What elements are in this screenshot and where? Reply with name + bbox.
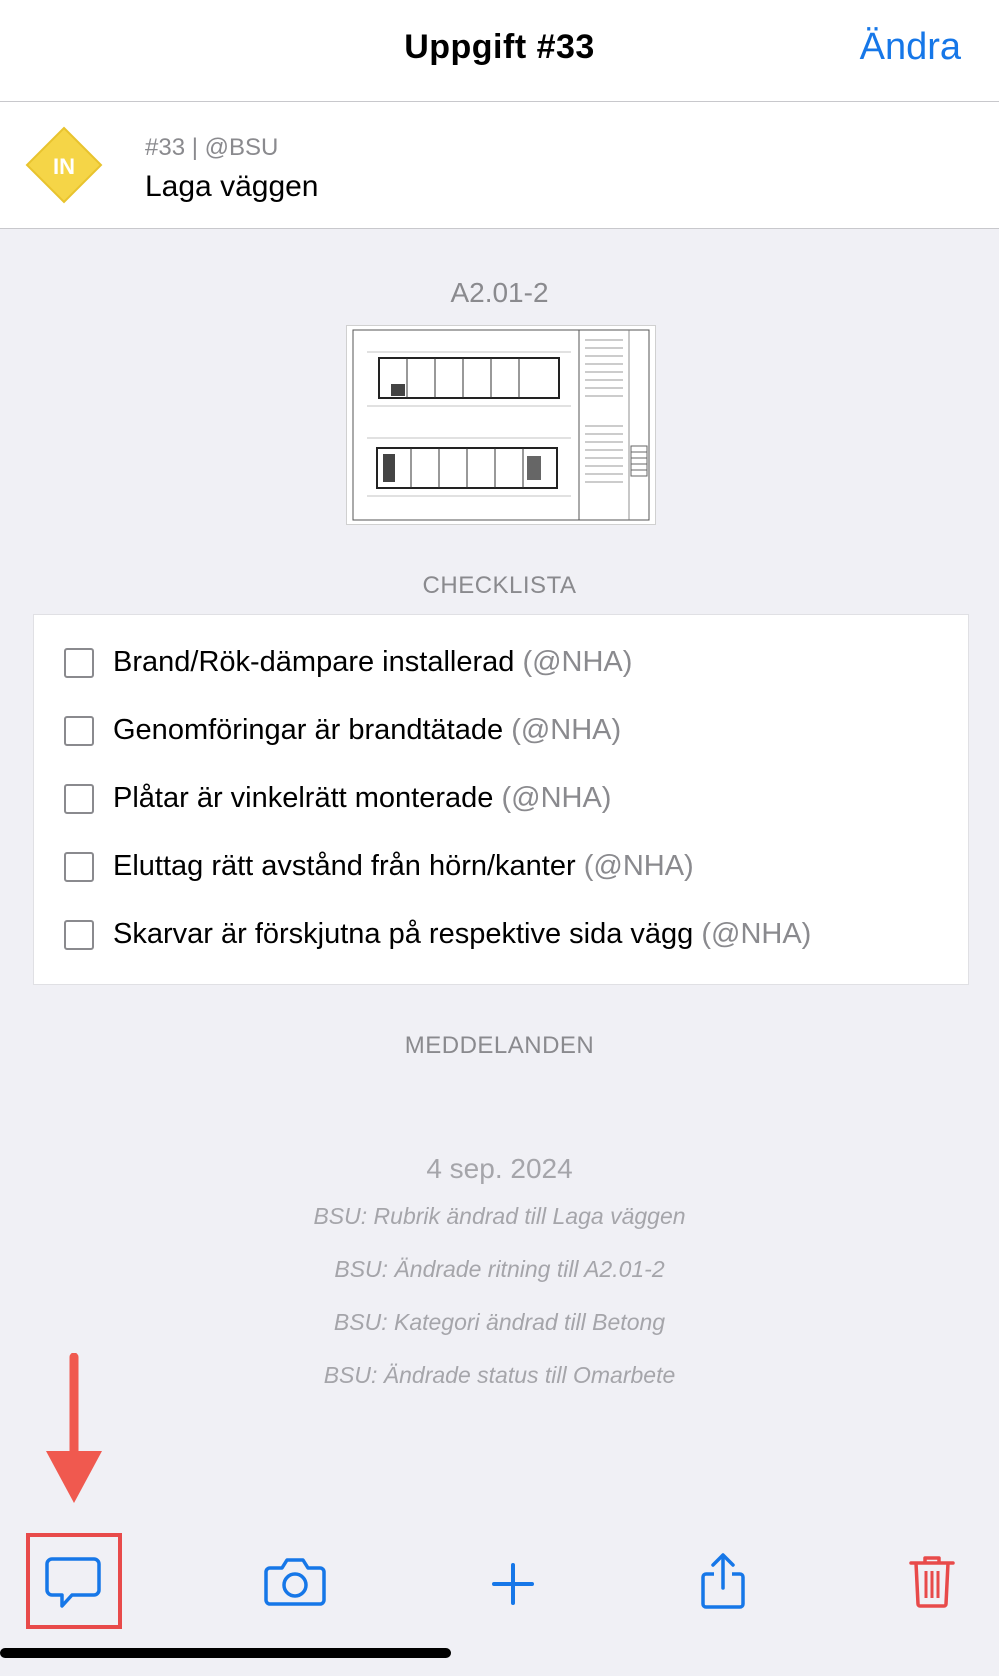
checklist-header: CHECKLISTA (422, 572, 577, 599)
checkbox[interactable] (64, 648, 94, 678)
home-indicator (0, 1648, 451, 1658)
checklist-item-text: Plåtar är vinkelrätt monterade (113, 782, 494, 814)
checklist-item-text: Brand/Rök-dämpare installerad (113, 646, 515, 678)
checklist-item[interactable] (34, 702, 968, 762)
checklist-item-user: (@NHA) (701, 918, 812, 950)
share-icon[interactable] (700, 1552, 746, 1615)
status-badge[interactable] (25, 126, 103, 204)
edit-button[interactable]: Ändra (859, 26, 961, 68)
comment-icon[interactable] (44, 1555, 102, 1616)
checklist-item-user: (@NHA) (501, 782, 612, 814)
checkbox[interactable] (64, 784, 94, 814)
plus-icon[interactable] (492, 1563, 534, 1610)
checklist-item-user: (@NHA) (522, 646, 633, 678)
checklist-item-user: (@NHA) (511, 714, 622, 746)
message-entry: BSU: Rubrik ändrad till Laga väggen (313, 1203, 686, 1229)
message-date: 4 sep. 2024 (426, 1153, 573, 1184)
checklist-item-text: Eluttag rätt avstånd från hörn/kanter (113, 850, 576, 882)
status-badge-label: IN (53, 154, 75, 179)
checkbox[interactable] (64, 920, 94, 950)
camera-icon[interactable] (264, 1556, 326, 1611)
checklist-item[interactable] (34, 770, 968, 830)
page-title: Uppgift #33 (404, 28, 595, 66)
checkbox[interactable] (64, 716, 94, 746)
messages-header: MEDDELANDEN (404, 1032, 595, 1059)
checklist-item[interactable] (34, 838, 968, 898)
nav-bar (0, 0, 999, 102)
annotation-arrow (42, 1353, 106, 1510)
checklist-item[interactable] (34, 634, 968, 694)
checklist-item-text: Genomföringar är brandtätade (113, 714, 504, 746)
drawing-thumbnail[interactable] (346, 325, 656, 525)
task-header (0, 102, 999, 229)
task-name: Laga väggen (145, 170, 319, 203)
checklist-item-user: (@NHA) (583, 850, 694, 882)
drawing-label: A2.01-2 (450, 277, 549, 308)
message-entry: BSU: Ändrade ritning till A2.01-2 (334, 1256, 665, 1282)
checklist (33, 614, 969, 985)
checklist-item[interactable] (34, 906, 968, 966)
task-meta: #33 | @BSU (145, 134, 279, 161)
message-entry: BSU: Ändrade status till Omarbete (323, 1362, 676, 1388)
checklist-item-text: Skarvar är förskjutna på respektive sida vägg (113, 918, 694, 950)
trash-icon[interactable] (908, 1554, 956, 1613)
message-entry: BSU: Kategori ändrad till Betong (333, 1309, 666, 1335)
checkbox[interactable] (64, 852, 94, 882)
